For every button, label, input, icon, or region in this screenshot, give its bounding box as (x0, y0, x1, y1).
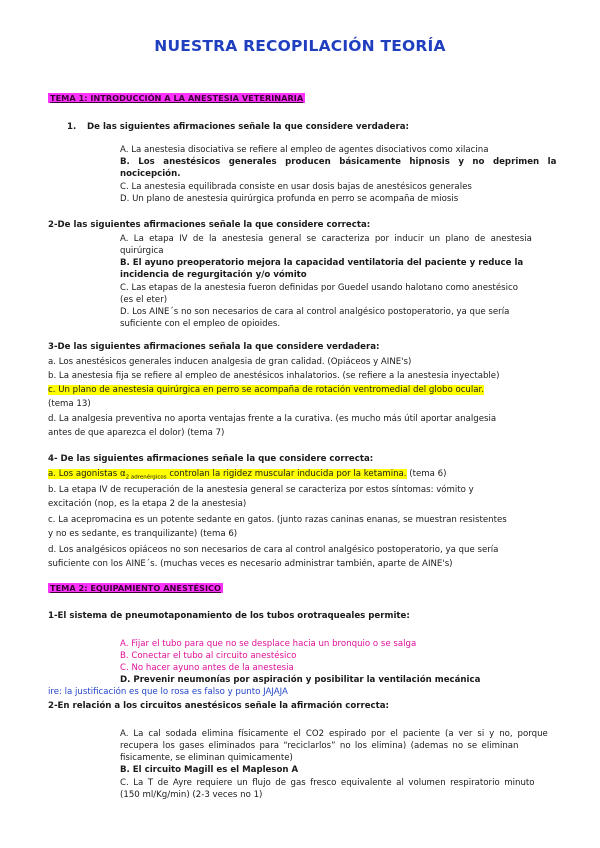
q3-option-c-note: (tema 13) (48, 399, 91, 409)
annotation-note: ire: la justificación es que lo rosa es falso y punto JAJAJA (48, 687, 288, 697)
q4-option-b-cont: excitación (nop, es la etapa 2 de la anestesia) (48, 499, 247, 509)
q2-option-b-cont: incidencia de regurgitación y/o vómito (120, 270, 307, 280)
q4-option-c: c. La acepromacina es un potente sedante en gatos. (junto razas caninas enanas, se muestran resistentes (48, 515, 507, 525)
q2-option-c-cont: (es el eter) (120, 295, 168, 305)
q1-option-b-cont: nocicepción. (120, 169, 181, 179)
question-tema2-2: 2-En relación a los circuitos anestésicos señale la afirmación correcta: (48, 701, 389, 711)
t2q1-option-b: B. Conectar el tubo al circuito anestésico (120, 651, 297, 661)
t2q1-option-c: C. No hacer ayuno antes de la anestesia (120, 663, 294, 673)
question-4: 4- De las siguientes afirmaciones señale la que considere correcta: (48, 454, 374, 464)
t2q2-option-c-cont: (150 ml/Kg/min) (2-3 veces no 1) (120, 790, 263, 800)
q2-option-a-cont: quirúrgica (120, 246, 164, 256)
q2-option-d-cont: suficiente con el empleo de opioides. (120, 319, 281, 329)
highlighted-answer: a. Los agonistas $\alpha_{2 adrenérgicos}$ controlan la rigidez muscular inducida por la ketamina. (48, 469, 407, 481)
question-1: De las siguientes afirmaciones señale la que considere verdadera: (87, 122, 409, 132)
q3-option-d: d. La analgesia preventiva no aporta ventajas frente a la curativa. (es mucho más útil aportar analgesia (48, 414, 497, 424)
t2q2-option-a-cont2: fisicamente, se eliminan quimicamente) (120, 753, 293, 763)
q4-option-b: b. La etapa IV de recuperación de la anestesia general se caracteriza por estos síntomas: vómito y (48, 485, 474, 495)
question-3: 3-De las siguientes afirmaciones señala la que considere verdadera: (48, 342, 380, 352)
t2q2-option-a: A. La cal sodada elimina físicamente el CO2 espirado por el paciente (a ver si y no, porque (120, 729, 548, 739)
q1-option-b: B. Los anestésicos generales producen básicamente hipnosis y no deprimen la (120, 157, 557, 167)
t2q2-option-c: C. La T de Ayre requiere un flujo de gas fresco equivalente al volumen respiratorio minuto (120, 778, 535, 788)
q2-option-c: C. Las etapas de la anestesia fueron definidas por Guedel usando halotano como anestésico (120, 283, 518, 293)
q4-option-a: a. Los agonistas $\alpha_{2 adrenérgicos}$ controlan la rigidez muscular inducida por la ketamina. (tema 6) (48, 469, 447, 481)
q4-option-d-cont: suficiente con los AINE´s. (muchas veces es necesario administrar también, aparte de AINE's) (48, 559, 453, 569)
q1-option-d: D. Un plano de anestesia quirúrgica profunda en perro se acompaña de miosis (120, 194, 459, 204)
section-heading-tema1: TEMA 1: INTRODUCCIÓN A LA ANESTESIA VETERINARIA (50, 93, 304, 103)
highlighted-answer: c. Un plano de anestesia quirúrgica en perro se acompaña de rotación ventromedial del globo ocular. (48, 385, 484, 395)
t2q2-option-b: B. El circuito Magill es el Mapleson A (120, 765, 299, 775)
t2q1-option-a: A. Fijar el tubo para que no se desplace hacia un bronquio o se salga (120, 639, 417, 649)
t2q2-option-a-cont: recupera los gases eliminados para “reciclarlos” no los elimina) (ademas no se eliminan (120, 741, 519, 751)
question-tema2-1: 1-El sistema de pneumotaponamiento de los tubos orotraqueales permite: (48, 611, 410, 621)
q1-option-a: A. La anestesia disociativa se refiere al empleo de agentes disociativos como xilacina (120, 145, 489, 155)
page-title: NUESTRA RECOPILACIÓN TEORÍA (154, 37, 446, 55)
q3-option-b: b. La anestesia fija se refiere al empleo de anestésicos inhalatorios. (se refiere a la anestesia inyectable) (48, 371, 500, 381)
t2q1-option-d: D. Prevenir neumonías por aspiración y posibilitar la ventilación mecánica (120, 675, 481, 685)
q1-option-c: C. La anestesia equilibrada consiste en usar dosis bajas de anestésicos generales (120, 182, 472, 192)
question-1-number: 1. (67, 122, 77, 132)
section-heading-tema2: TEMA 2: EQUIPAMIENTO ANESTÉSICO (50, 583, 221, 593)
q2-option-b: B. El ayuno preoperatorio mejora la capacidad ventilatoria del paciente y reduce la (120, 258, 524, 268)
q2-option-d: D. Los AINE´s no son necesarios de cara al control analgésico postoperatorio, ya que sería (120, 307, 510, 317)
q4-option-d: d. Los analgésicos opiáceos no son necesarios de cara al control analgésico postoperatorio, ya que sería (48, 545, 499, 555)
q4-option-c-cont: y no es sedante, es tranquilizante) (tema 6) (48, 529, 238, 539)
q3-option-a: a. Los anestésicos generales inducen analgesia de gran calidad. (Opiáceos y AINE's) (48, 357, 412, 367)
q3-option-c (48, 385, 484, 396)
q3-option-d-cont: antes de que aparezca el dolor) (tema 7) (48, 428, 225, 438)
q2-option-a: A. La etapa IV de la anestesia general se caracteriza por inducir un plano de anestesia (120, 234, 532, 244)
question-2: 2-De las siguientes afirmaciones señale la que considere correcta: (48, 220, 371, 230)
